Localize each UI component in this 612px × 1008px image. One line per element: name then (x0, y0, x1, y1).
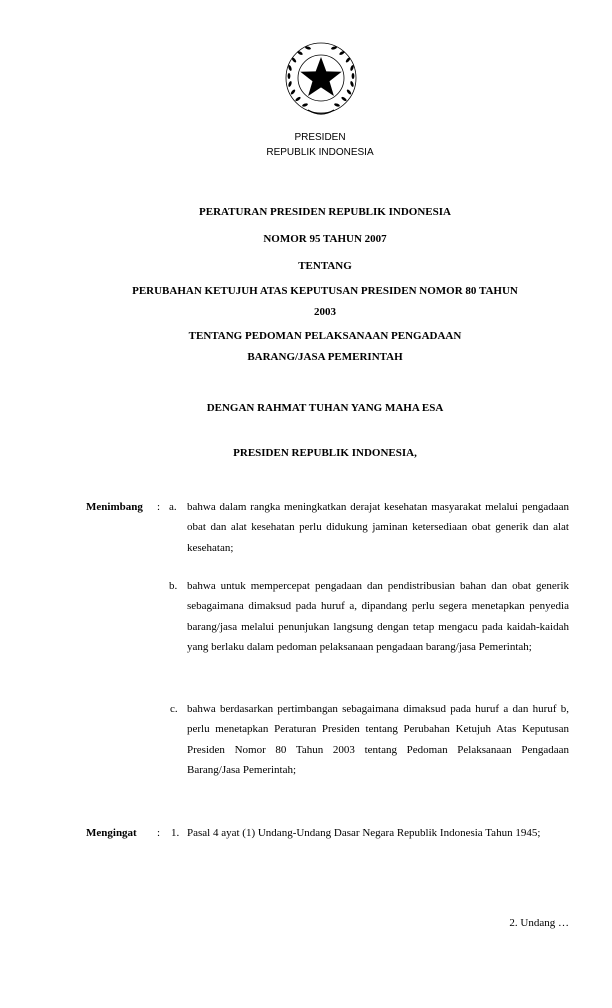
menimbang-item-c-text: bahwa berdasarkan pertimbangan sebagaimana dimaksud pada huruf a dan huruf b, perlu menetapkan Peraturan Presiden tentang Perubahan Ketujuh Atas Keputusan Presiden Nomor 80 Tahun 2003 tentang Pedoman Pelaksanaan Pengadaan Barang/Jasa Pemerintah; (187, 703, 569, 777)
mengingat-label: Mengingat (86, 827, 137, 839)
preamble-grace: DENGAN RAHMAT TUHAN YANG MAHA ESA (206, 402, 444, 414)
menimbang-item-a-text: bahwa dalam rangka meningkatkan derajat kesehatan masyarakat melalui pengadaan obat dan alat kesehatan perlu didukung jaminan ketersediaan obat generik dan alat kesehatan; (187, 501, 569, 554)
menimbang-item-b-text: bahwa untuk mempercepat pengadaan dan pendistribusian bahan dan obat generik sebagaimana dimaksud pada huruf a, dipandang perlu segera menetapkan penyedia barang/jasa melalui penunjukan langsung dengan tetap mengacu pada kaidah-kaidah yang berlaku dalam pedoman pelaksanaan pengadaan barang/jasa Pemerintah; (187, 580, 569, 654)
garuda-star-wreath-emblem-icon (278, 40, 364, 120)
menimbang-item-a-number: a. (169, 501, 177, 513)
menimbang-label: Menimbang (86, 501, 143, 513)
header-presiden: PRESIDEN (294, 132, 346, 143)
title-subject-line3: TENTANG PEDOMAN PELAKSANAAN PENGADAAN (188, 330, 462, 342)
menimbang-colon: : (157, 501, 161, 513)
preamble-president: PRESIDEN REPUBLIK INDONESIA, (233, 447, 417, 459)
menimbang-item-b-number: b. (169, 580, 178, 592)
title-number: NOMOR 95 TAHUN 2007 (263, 233, 387, 245)
title-subject-line2: 2003 (314, 306, 336, 318)
title-subject-line4: BARANG/JASA PEMERINTAH (247, 351, 403, 363)
header-republik-indonesia: REPUBLIK INDONESIA (266, 147, 374, 158)
next-page-marker: 2. Undang … (509, 917, 569, 929)
mengingat-colon: : (157, 827, 161, 839)
menimbang-item-c-number: c. (170, 703, 178, 715)
mengingat-item-1-number: 1. (171, 827, 180, 839)
title-subject-line1: PERUBAHAN KETUJUH ATAS KEPUTUSAN PRESIDEN NOMOR 80 TAHUN (132, 285, 518, 297)
title-tentang: TENTANG (298, 260, 352, 272)
title-regulation: PERATURAN PRESIDEN REPUBLIK INDONESIA (199, 206, 451, 218)
mengingat-item-1-text: Pasal 4 ayat (1) Undang-Undang Dasar Negara Republik Indonesia Tahun 1945; (187, 827, 541, 839)
